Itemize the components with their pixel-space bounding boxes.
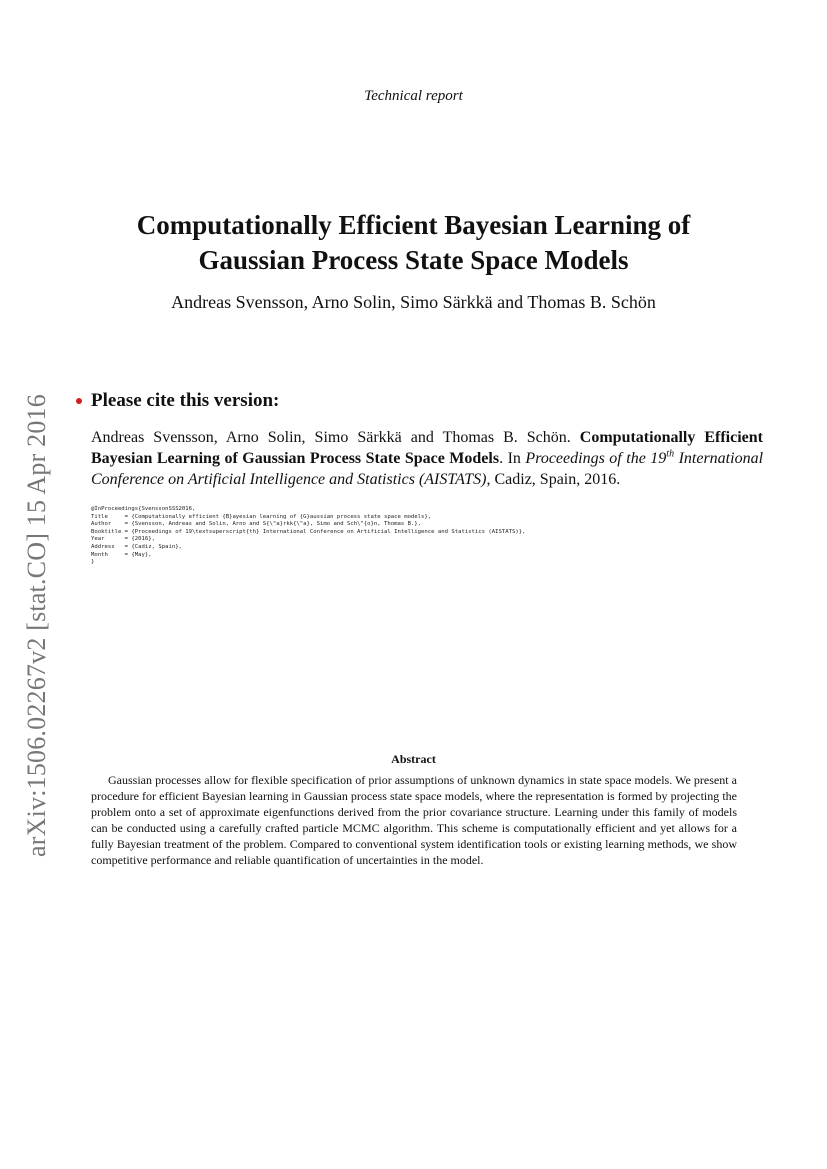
bibtex-line: Year = {2016}, bbox=[91, 536, 155, 543]
author-list: Andreas Svensson, Arno Solin, Simo Särkkä and Thomas B. Schön bbox=[171, 292, 656, 312]
bibtex-line: @InProceedings{SvenssonSSS2016, bbox=[91, 506, 196, 512]
bibtex-line: Author = {Svensson, Andreas and Solin, Arno and S{\"a}rkk{\"a}, Simo and Sch\"{o}n, Thomas B.}, bbox=[91, 521, 422, 528]
bibtex-entry bbox=[91, 506, 771, 567]
red-bullet-icon bbox=[76, 398, 82, 404]
cite-section-heading bbox=[76, 390, 279, 412]
bibtex-line: } bbox=[91, 559, 95, 566]
paper-title-line-2: Gaussian Process State Space Models bbox=[198, 245, 629, 275]
citation-authors: Andreas Svensson, Arno Solin, Simo Särkkä and Thomas B. Schön. bbox=[91, 429, 571, 446]
bibtex-line: Booktitle = {Proceedings of 19\textsuperscript{th} International Conference on Artificial Intelligence and Statistics (AISTATS)}, bbox=[91, 528, 526, 535]
citation-venue-superscript: th bbox=[666, 448, 675, 460]
arxiv-side-stamp bbox=[23, 357, 51, 857]
bibtex-line: Address = {Cadiz, Spain}, bbox=[91, 543, 182, 550]
citation-title: Computationally Efficient Bayesian Learning of Gaussian Process State Space Models bbox=[91, 429, 763, 467]
cite-heading-text: Please cite this version: bbox=[91, 390, 280, 411]
abstract-heading: Abstract bbox=[391, 752, 436, 766]
abstract-body: Gaussian processes allow for flexible specification of prior assumptions of unknown dynamics in state space models. We present a procedure for efficient Bayesian learning in Gaussian process state space models, where the representation is formed by projecting the problem onto a set of approximate eigenfunctions derived from the prior covariance structure. Learning under this family of models can be conducted using a carefully crafted particle MCMC algorithm. This scheme is computationally efficient and yet allows for a fully Bayesian treatment of the problem. Compared to conventional system identification tools or existing learning methods, we show competitive performance and reliable quantification of uncertainties in the model. bbox=[91, 773, 737, 867]
citation-title-end: . bbox=[499, 450, 504, 467]
citation-in-prefix: In bbox=[507, 450, 521, 467]
paper-title bbox=[60, 208, 767, 278]
citation-venue-end: International Conference on Artificial Intelligence and Statistics (AISTATS) bbox=[91, 450, 764, 488]
arxiv-identifier: arXiv:1506.02267v2 [stat.CO] 15 Apr 2016 bbox=[22, 394, 51, 857]
bibtex-line: Month = {May}, bbox=[91, 551, 152, 558]
citation-paragraph bbox=[91, 427, 763, 490]
report-type-label: Technical report bbox=[364, 88, 463, 104]
bibtex-line: Title = {Computationally efficient {B}ayesian learning of {G}aussian process state space models}, bbox=[91, 513, 432, 520]
citation-venue-start: Proceedings of the 19 bbox=[525, 450, 667, 467]
citation-location: , Cadiz, Spain, 2016. bbox=[486, 471, 621, 488]
paper-title-line-1: Computationally Efficient Bayesian Learning of bbox=[136, 210, 691, 240]
